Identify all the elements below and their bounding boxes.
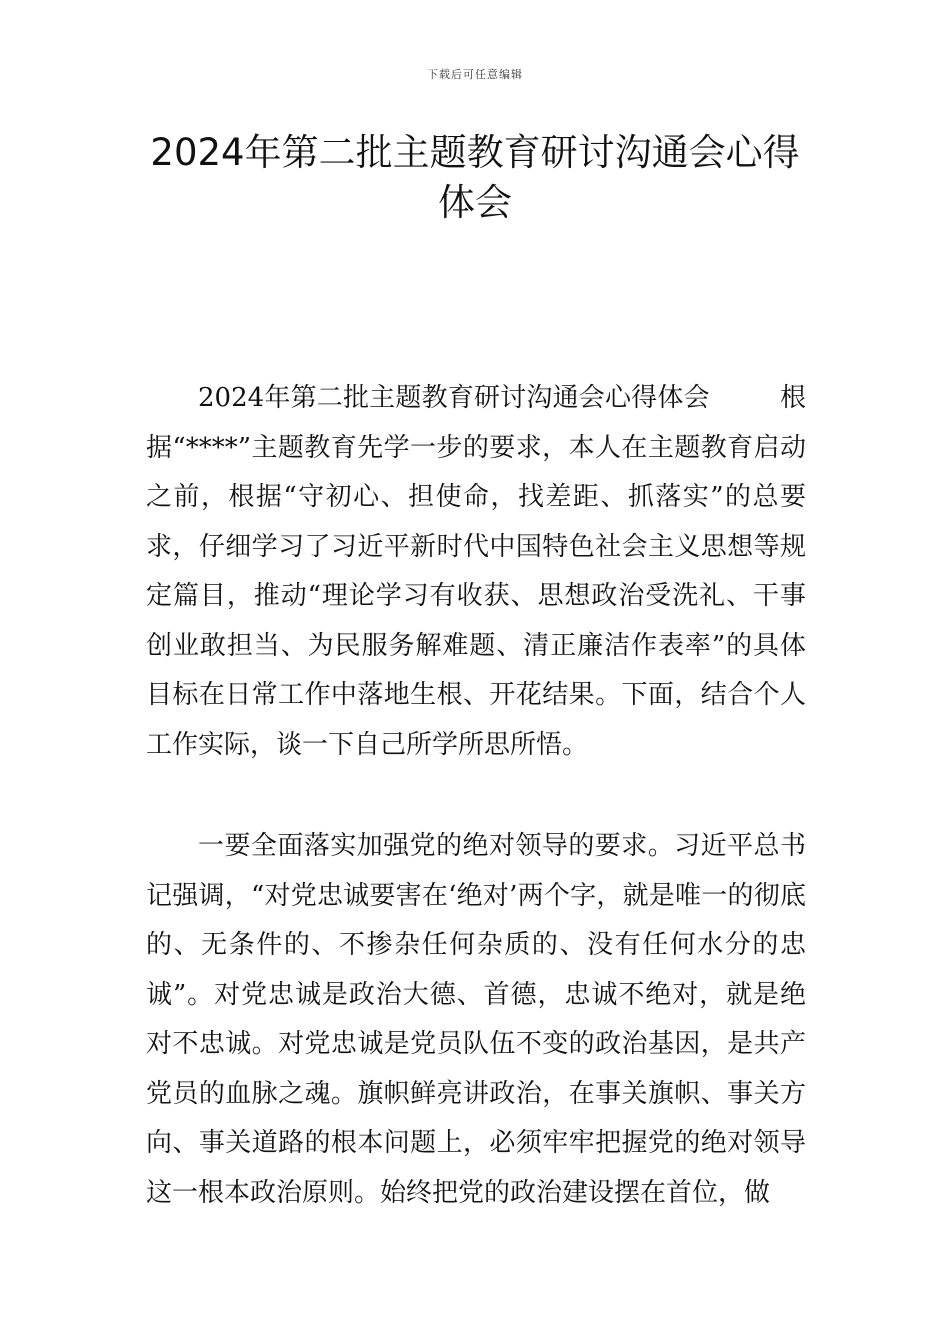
paragraph-point-one: 一要全面落实加强党的绝对领导的要求。习近平总书记强调，“对党忠诚要害在‘绝对’两个字，就是唯一的彻底的、无条件的、不掺杂任何杂质的、没有任何水分的忠诚”。对党忠诚是政治大德、首德，忠诚不绝对，就是绝对不忠诚。对党忠诚是党员队伍不变的政治基因，是共产党员的血脉之魂。旗帜鲜亮讲政治，在事关旗帜、事关方向、事关道路的根本问题上，必须牢牢把握党的绝对领导这一根本政治原则。始终把党的政治建设摆在首位，做 <box>146 831 806 1208</box>
document-title: 2024年第二批主题教育研讨沟通会心得体会 <box>150 131 800 224</box>
paragraph-intro <box>146 374 806 770</box>
paragraph-lead: 2024年第二批主题教育研讨沟通会心得体会 <box>198 383 710 413</box>
header-note: 下载后可任意编辑 <box>427 68 523 81</box>
paragraph-body: 根据“****”主题教育先学一步的要求，本人在主题教育启动之前，根据“守初心、担使命，找差距、抓落实”的总要求，仔细学习了习近平新时代中国特色社会主义思想等规定篇目，推动“理论学习有收获、思想政治受洗礼、干事创业敢担当、为民服务解难题、清正廉洁作表率”的具体目标在日常工作中落地生根、开花结果。下面，结合个人工作实际，谈一下自己所学所思所悟。 <box>146 383 806 760</box>
